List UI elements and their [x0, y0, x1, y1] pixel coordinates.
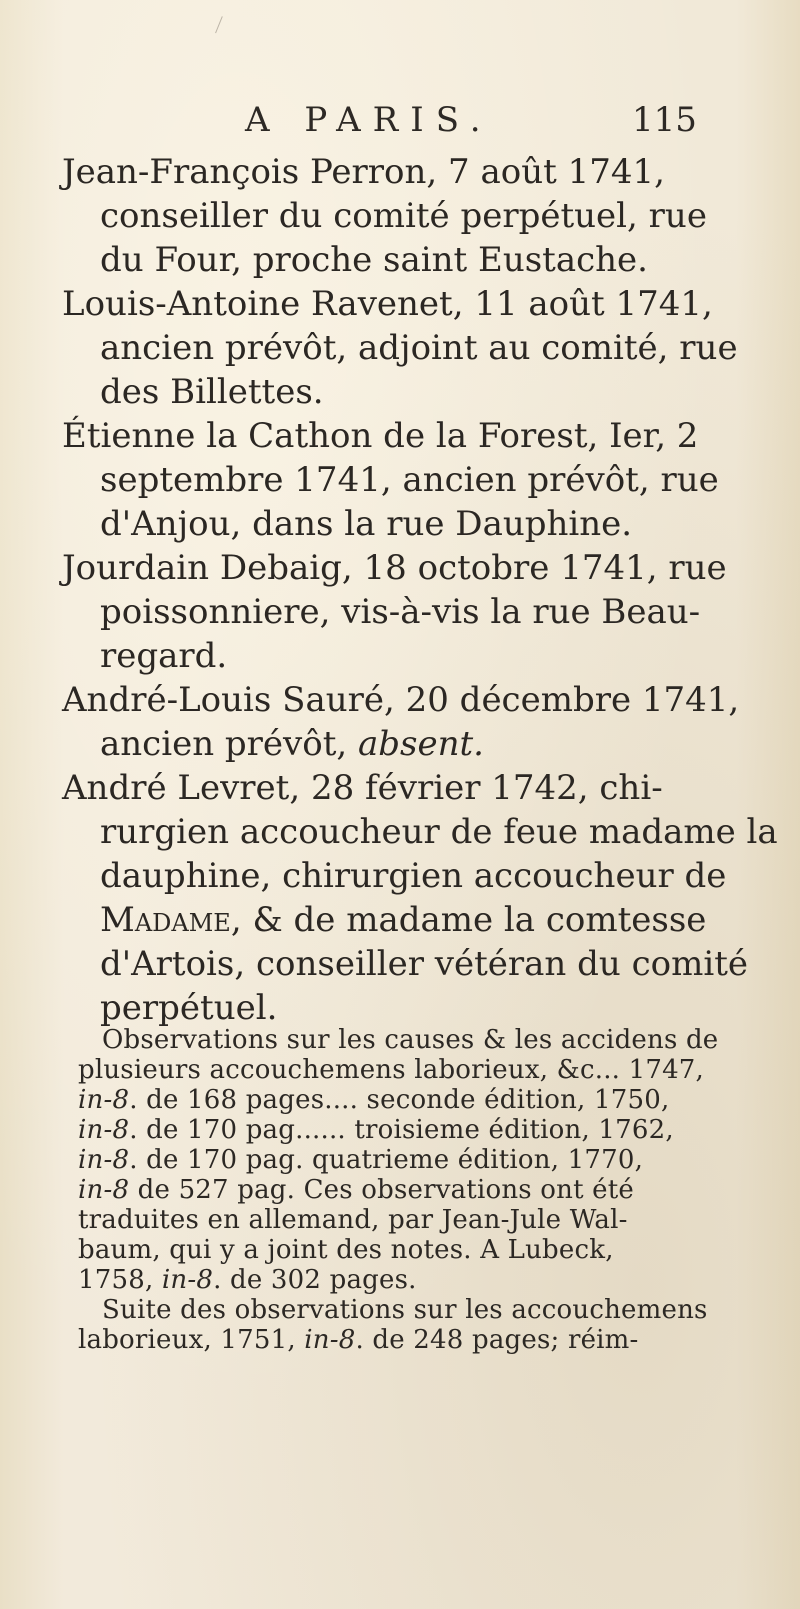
entry-line: conseiller du comité perpétuel, rue: [100, 196, 707, 236]
note-line: [0, 1175, 800, 1205]
italic-text: in-8: [78, 1175, 130, 1205]
entry-line: [0, 898, 800, 942]
list-entry: [0, 414, 800, 546]
italic-text: in-8: [304, 1325, 356, 1355]
note-text: . de 170 pag. quatrieme édition, 1770,: [129, 1145, 644, 1175]
member-list: [0, 150, 800, 1030]
entry-line: regard.: [100, 636, 228, 676]
entry-line: d'Artois, conseiller vétéran du comité: [100, 944, 748, 984]
entry-line: Jean-François Perron, 7 août 1741,: [62, 152, 665, 192]
entry-line: Étienne la Cathon de la Forest, Ier, 2: [62, 416, 699, 456]
note-text: 1758,: [78, 1265, 162, 1295]
page-mark: [215, 16, 234, 38]
note-line: [0, 1085, 800, 1115]
italic-text: in-8: [78, 1145, 130, 1175]
page-header: [0, 100, 800, 150]
note-line: [0, 1265, 800, 1295]
entry-line: poissonniere, vis-à-vis la rue Beau-: [100, 592, 701, 632]
entry-line: [0, 722, 800, 766]
note-text: de 527 pag. Ces observations ont été: [129, 1175, 635, 1205]
list-entry: [0, 678, 800, 766]
entry-line: des Billettes.: [100, 372, 324, 412]
note-text: . de 302 pages.: [213, 1265, 417, 1295]
entry-line: d'Anjou, dans la rue Dauphine.: [100, 504, 633, 544]
entry-line: André Levret, 28 février 1742, chi-: [62, 768, 663, 808]
list-entry: [0, 150, 800, 282]
note-line: Suite des observations sur les accouchemens: [102, 1295, 708, 1325]
entry-line: André-Louis Sauré, 20 décembre 1741,: [62, 680, 740, 720]
list-entry: [0, 766, 800, 1030]
list-entry: [0, 282, 800, 414]
italic-text: in-8: [78, 1115, 130, 1145]
entry-line: septembre 1741, ancien prévôt, rue: [100, 460, 719, 500]
italic-text: absent.: [358, 724, 484, 764]
entry-text: ancien prévôt,: [100, 724, 359, 764]
running-head: A PARIS.: [245, 100, 493, 140]
list-entry: [0, 546, 800, 678]
small-caps-text: Madame: [100, 900, 231, 940]
note-line: [0, 1325, 800, 1355]
italic-text: in-8: [161, 1265, 214, 1295]
note-line: traduites en allemand, par Jean-Jule Wal-: [78, 1205, 628, 1235]
note-line: [0, 1115, 800, 1145]
entry-line: perpétuel.: [100, 988, 278, 1028]
note-text: . de 168 pages.... seconde édition, 1750,: [129, 1085, 670, 1115]
entry-line: Louis-Antoine Ravenet, 11 août 1741,: [62, 284, 713, 324]
italic-text: in-8: [78, 1085, 130, 1115]
entry-line: dauphine, chirurgien accoucheur de: [100, 856, 727, 896]
note-line: plusieurs accouchemens laborieux, &c... 1747,: [78, 1055, 705, 1085]
entry-line: ancien prévôt, adjoint au comité, rue: [100, 328, 738, 368]
note-line: [0, 1145, 800, 1175]
entry-line: rurgien accoucheur de feue madame la: [100, 812, 778, 852]
entry-line: du Four, proche saint Eustache.: [100, 240, 648, 280]
note-text: . de 170 pag...... troisieme édition, 1762,: [129, 1115, 674, 1145]
entry-line: Jourdain Debaig, 18 octobre 1741, rue: [62, 548, 727, 588]
bibliography-notes: [0, 1025, 800, 1355]
page-number: 115: [632, 100, 697, 140]
note-line: Observations sur les causes & les accidens de: [102, 1025, 719, 1055]
note-text: . de 248 pages; réim-: [355, 1325, 639, 1355]
note-line: baum, qui y a joint des notes. A Lubeck,: [78, 1235, 614, 1265]
note-text: laborieux, 1751,: [78, 1325, 305, 1355]
entry-text: , & de madame la comtesse: [230, 900, 707, 940]
